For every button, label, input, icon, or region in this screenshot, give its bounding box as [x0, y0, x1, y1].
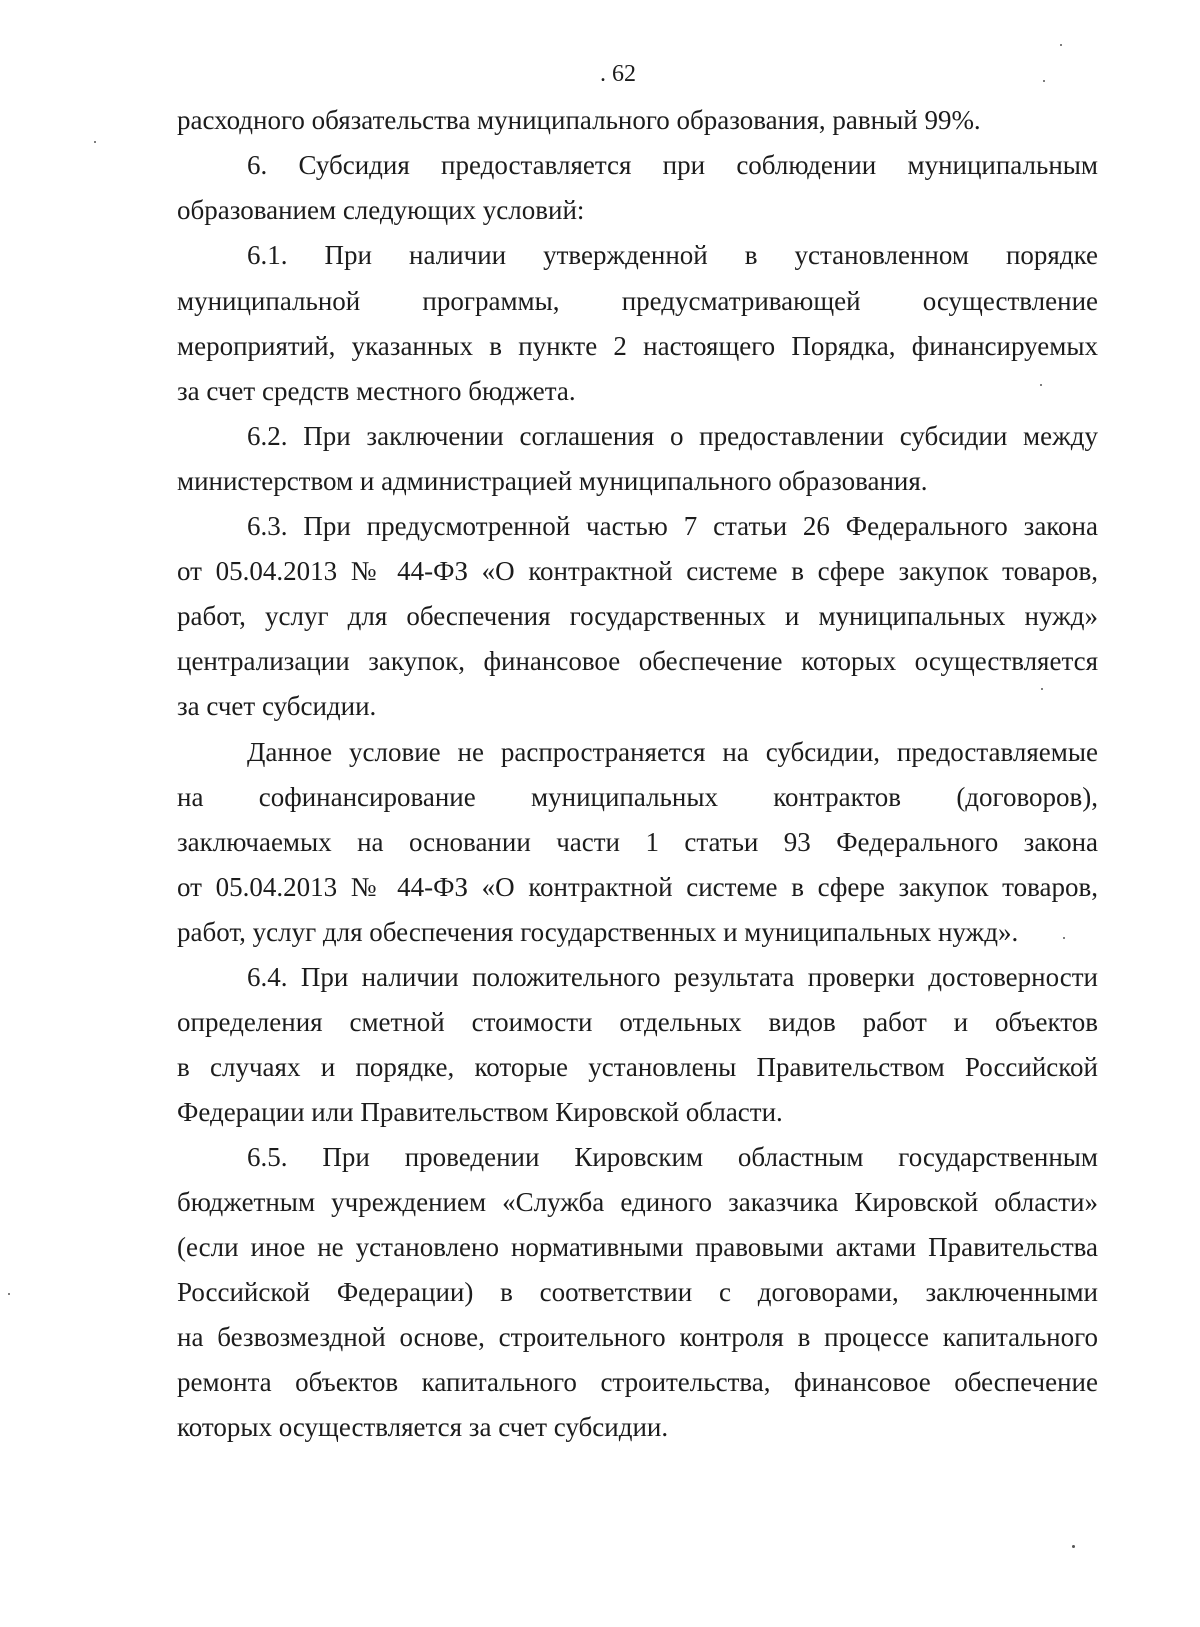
text-line: Российской Федерации) в соответствии с договорами, заключенными: [177, 1277, 1098, 1307]
text-line: работ, услуг для обеспечения государственных и муниципальных нужд»: [177, 601, 1098, 631]
scan-speck: [94, 141, 96, 143]
text-line: от 05.04.2013 № 44-ФЗ «О контрактной системе в сфере закупок товаров,: [177, 872, 1098, 902]
text-line: 6.3. При предусмотренной частью 7 статьи 26 Федерального закона: [247, 511, 1098, 541]
text-line: мероприятий, указанных в пункте 2 настоящего Порядка, финансируемых: [177, 331, 1098, 361]
text-line: на софинансирование муниципальных контрактов (договоров),: [177, 782, 1098, 812]
scan-speck: [1072, 1545, 1075, 1548]
text-line: 6. Субсидия предоставляется при соблюдении муниципальным: [247, 150, 1098, 180]
text-line: определения сметной стоимости отдельных видов работ и объектов: [177, 1007, 1098, 1037]
text-line: (если иное не установлено нормативными правовыми актами Правительства: [177, 1232, 1098, 1262]
text-line: 6.4. При наличии положительного результата проверки достоверности: [247, 962, 1098, 992]
page-number: . 62: [600, 61, 636, 87]
text-line: расходного обязательства муниципального образования, равный 99%.: [177, 105, 981, 135]
text-line: 6.5. При проведении Кировским областным государственным: [247, 1142, 1098, 1172]
text-line: на безвозмездной основе, строительного контроля в процессе капитального: [177, 1322, 1098, 1352]
scan-speck: [1043, 80, 1045, 82]
text-line: Данное условие не распространяется на субсидии, предоставляемые: [247, 737, 1098, 767]
scan-speck: [1063, 937, 1065, 939]
text-line: работ, услуг для обеспечения государственных и муниципальных нужд».: [177, 917, 1019, 947]
text-line: бюджетным учреждением «Служба единого заказчика Кировской области»: [177, 1187, 1098, 1217]
scan-speck: [1060, 44, 1062, 46]
text-line: централизации закупок, финансовое обеспечение которых осуществляется: [177, 646, 1098, 676]
scan-speck: [1041, 688, 1043, 690]
text-line: Федерации или Правительством Кировской области.: [177, 1097, 783, 1127]
text-line: министерством и администрацией муниципального образования.: [177, 466, 928, 496]
scan-speck: [1040, 384, 1042, 386]
text-line: которых осуществляется за счет субсидии.: [177, 1412, 669, 1442]
text-line: 6.1. При наличии утвержденной в установленном порядке: [247, 240, 1098, 270]
text-line: в случаях и порядке, которые установлены Правительством Российской: [177, 1052, 1098, 1082]
text-line: 6.2. При заключении соглашения о предоставлении субсидии между: [247, 421, 1098, 451]
text-line: от 05.04.2013 № 44-ФЗ «О контрактной системе в сфере закупок товаров,: [177, 556, 1098, 586]
scan-speck: [8, 1293, 10, 1295]
text-line: ремонта объектов капитального строительства, финансовое обеспечение: [177, 1367, 1098, 1397]
text-line: за счет субсидии.: [177, 691, 377, 721]
text-line: за счет средств местного бюджета.: [177, 376, 576, 406]
text-line: заключаемых на основании части 1 статьи 93 Федерального закона: [177, 827, 1098, 857]
text-line: муниципальной программы, предусматривающей осуществление: [177, 286, 1098, 316]
text-line: образованием следующих условий:: [177, 195, 585, 225]
